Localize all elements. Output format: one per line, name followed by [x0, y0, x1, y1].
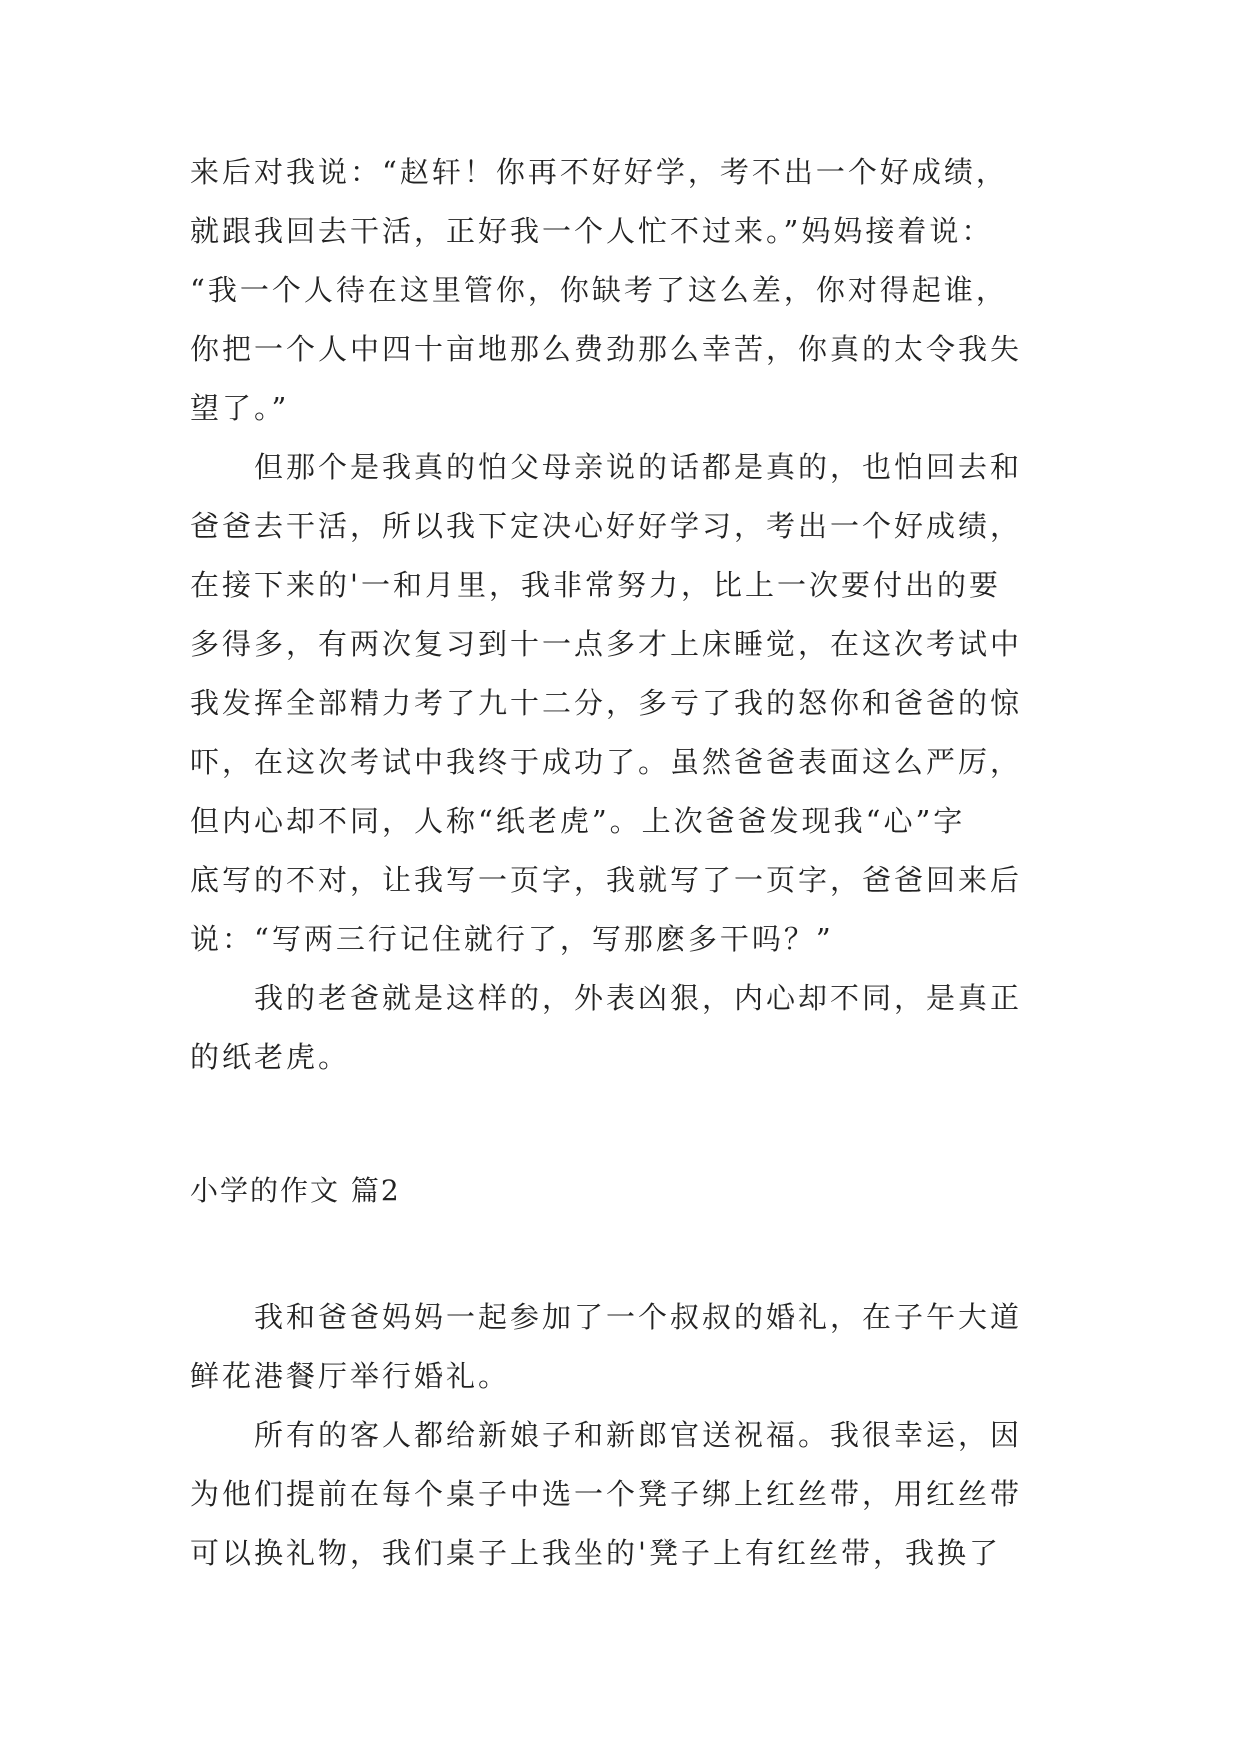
- text-line: 就跟我回去干活，正好我一个人忙不过来。”妈妈接着说：: [190, 214, 994, 248]
- text-line: 所有的客人都给新娘子和新郎官送祝福。我很幸运，因: [254, 1418, 1023, 1452]
- text-line: 我的老爸就是这样的，外表凶狠，内心却不同，是真正: [254, 981, 1023, 1015]
- text-line: 但内心却不同，人称“纸老虎”。上次爸爸发现我“心”字: [190, 804, 966, 838]
- text-line: 说：“写两三行记住就行了，写那麽多干吗？”: [190, 922, 834, 956]
- text-line: 吓，在这次考试中我终于成功了。虽然爸爸表面这么严厉，: [190, 745, 1023, 779]
- paragraph-2: [190, 438, 1070, 969]
- text-line: 底写的不对，让我写一页字，我就写了一页字，爸爸回来后: [190, 863, 1023, 897]
- text-line: 鲜花港餐厅举行婚礼。: [190, 1359, 511, 1393]
- paragraph-3: [190, 969, 1070, 1087]
- text-line: 你把一个人中四十亩地那么费劲那么幸苦，你真的太令我失: [190, 332, 1023, 366]
- paragraph-1: [190, 143, 1070, 438]
- text-line: “我一个人待在这里管你，你缺考了这么差，你对得起谁，: [190, 273, 1008, 307]
- text-line: 我发挥全部精力考了九十二分，多亏了我的怒你和爸爸的惊: [190, 686, 1023, 720]
- text-line: 为他们提前在每个桌子中选一个凳子绑上红丝带，用红丝带: [190, 1477, 1023, 1511]
- paragraph-4: [190, 1288, 1070, 1406]
- text-line: 爸爸去干活，所以我下定决心好好学习，考出一个好成绩，: [190, 509, 1023, 543]
- section-title: 小学的作文 篇2: [190, 1174, 401, 1207]
- text-line: 来后对我说：“赵轩！你再不好好学，考不出一个好成绩，: [190, 155, 1008, 189]
- document-page: [190, 143, 1070, 1583]
- text-line: 可以换礼物，我们桌子上我坐的'凳子上有红丝带，我换了: [190, 1536, 1001, 1570]
- text-line: 多得多，有两次复习到十一点多才上床睡觉，在这次考试中: [190, 627, 1023, 661]
- text-line: 在接下来的'一和月里，我非常努力，比上一次要付出的要: [190, 568, 1001, 602]
- text-line: 望了。”: [190, 391, 290, 425]
- text-line: 我和爸爸妈妈一起参加了一个叔叔的婚礼，在子午大道: [254, 1300, 1023, 1334]
- text-line: 但那个是我真的怕父母亲说的话都是真的，也怕回去和: [254, 450, 1023, 484]
- paragraph-5: [190, 1406, 1070, 1583]
- text-line: 的纸老虎。: [190, 1040, 351, 1074]
